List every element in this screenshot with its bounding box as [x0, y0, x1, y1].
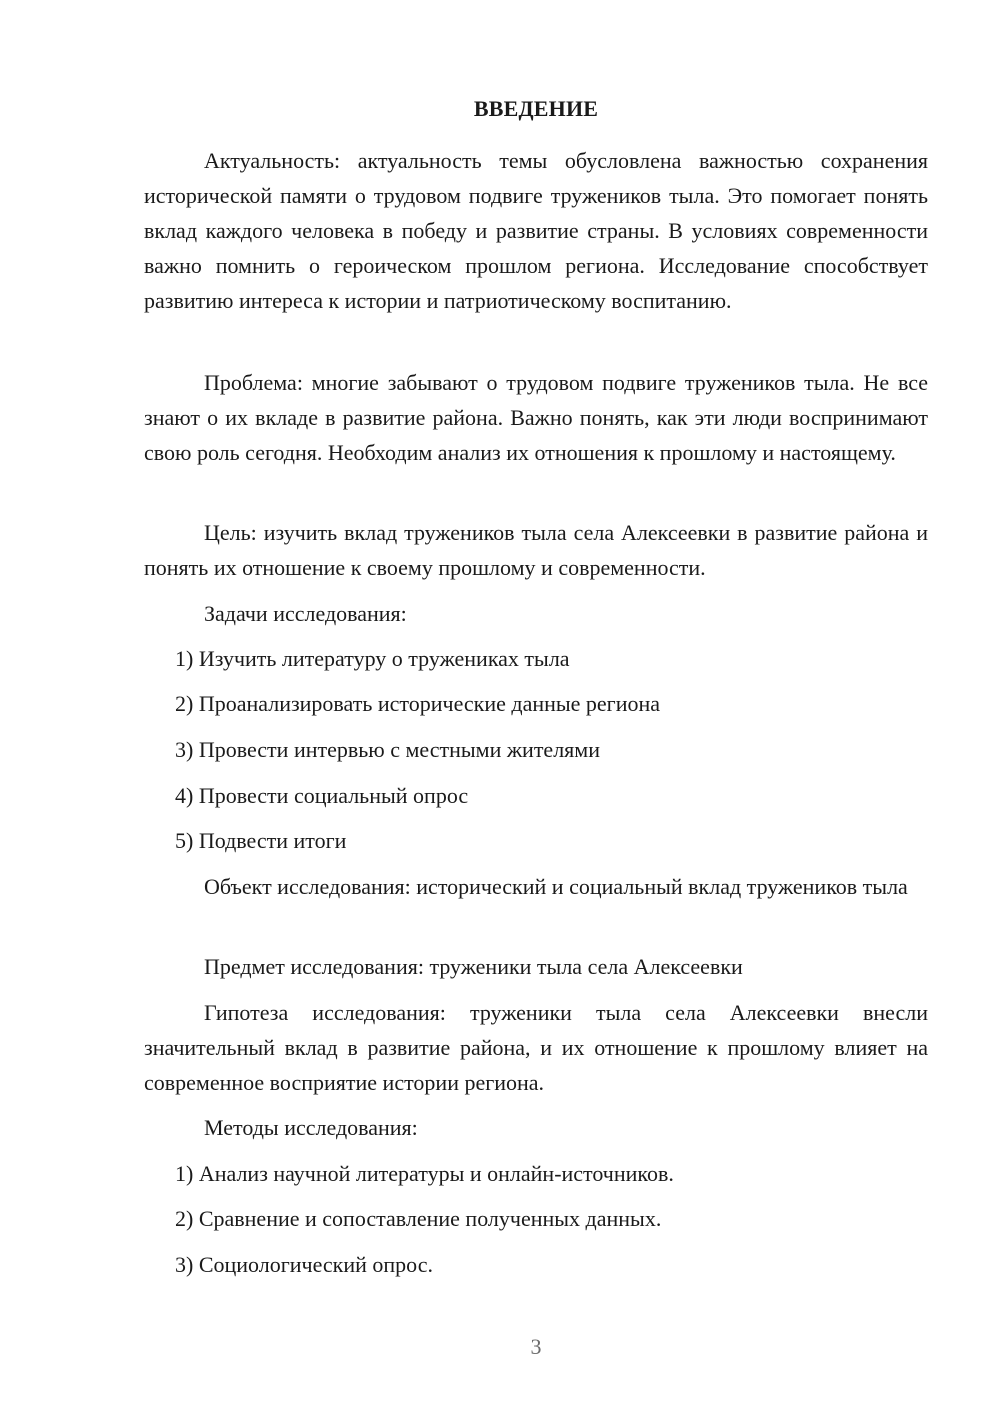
task-item-5: 5) Подвести итоги [175, 828, 347, 853]
method-item-2: 2) Сравнение и сопоставление полученных данных. [175, 1206, 662, 1231]
problem-paragraph: Проблема: многие забывают о трудовом подвиге тружеников тыла. Не все знают о их вкладе в развитие района. Важно понять, как эти люди воспринимают свою роль сегодня. Необходим анализ их отношения к прошлому и настоящему. [144, 370, 928, 465]
method-item-3: 3) Социологический опрос. [175, 1252, 433, 1277]
page-number: 3 [530, 1334, 542, 1359]
subject-line: Предмет исследования: труженики тыла села Алексеевки [204, 954, 743, 979]
section-heading: ВВЕДЕНИЕ [473, 96, 599, 121]
tasks-title: Задачи исследования: [204, 601, 407, 626]
task-item-3: 3) Провести интервью с местными жителями [175, 737, 600, 762]
hypothesis-paragraph: Гипотеза исследования: труженики тыла села Алексеевки внесли значительный вклад в развитие района, и их отношение к прошлому влияет на современное восприятие истории региона. [144, 1000, 928, 1095]
methods-title: Методы исследования: [204, 1115, 418, 1140]
relevance-paragraph: Актуальность: актуальность темы обусловлена важностью сохранения исторической памяти о трудовом подвиге тружеников тыла. Это помогает понять вклад каждого человека в победу и развитие страны. В условиях современности важно помнить о героическом прошлом региона. Исследование способствует развитию интереса к истории и патриотическому воспитанию. [144, 148, 928, 313]
task-item-2: 2) Проанализировать исторические данные региона [175, 691, 661, 716]
task-item-1: 1) Изучить литературу о тружениках тыла [175, 646, 570, 671]
object-paragraph: Объект исследования: исторический и социальный вклад тружеников тыла [204, 874, 908, 899]
task-item-4: 4) Провести социальный опрос [175, 783, 469, 808]
goal-paragraph: Цель: изучить вклад тружеников тыла села Алексеевки в развитие района и понять их отношение к своему прошлому и современности. [144, 520, 928, 580]
method-item-1: 1) Анализ научной литературы и онлайн-источников. [175, 1161, 674, 1186]
